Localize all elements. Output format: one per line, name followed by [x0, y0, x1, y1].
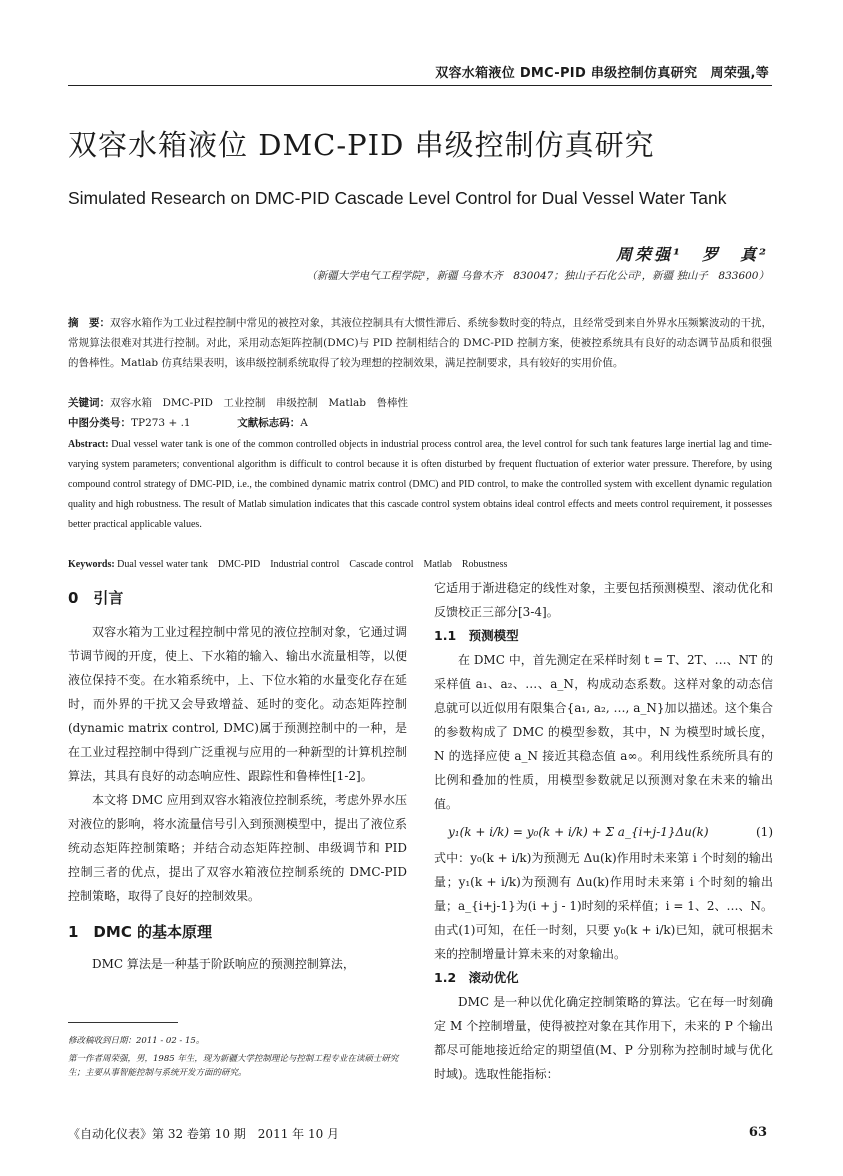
- paragraph: 本文将 DMC 应用到双容水箱液位控制系统，考虑外界水压对液位的影响，将水流量信号引入到预测模型中，提出了液位系统动态矩阵控制策略；并结合动态矩阵控制、串级调节和 PID 控制三者的优点，提出了双容水箱液位控制系统的 DMC-PID 控制策略，取得了良好的控制效果。: [68, 793, 407, 903]
- equation-body: y₁(k + i/k) = y₀(k + i/k) + Σ a_{i+j-1}Δu(k): [448, 825, 709, 839]
- doc-code-label: 文献标志码：: [237, 417, 301, 429]
- equation-number: (1): [756, 825, 773, 839]
- paper-title-en: Simulated Research on DMC-PID Cascade Level Control for Dual Vessel Water Tank: [68, 188, 727, 208]
- abstract-text: 双容水箱作为工业过程控制中常见的被控对象，其液位控制具有大惯性滞后、系统参数时变的特点，且经常受到来自外界水压频繁波动的干扰，常规算法很难对其进行控制。对此，采用动态矩阵控制(DMC)与 PID 控制相结合的 DMC-PID 控制方案，使被控系统具有良好的动态调节品质和很强的鲁棒性。Matlab 仿真结果表明，该串级控制系统取得了较为理想的控制效果，满足控制要求，具有较好的实用价值。: [68, 317, 772, 369]
- abstract-en: [68, 435, 772, 535]
- right-column: [434, 576, 773, 1086]
- clc-label: 中图分类号：: [68, 417, 131, 429]
- affiliation: （新疆大学电气工程学院¹，新疆 乌鲁木齐 830047；独山子石化公司²，新疆 独山子 833600）: [306, 270, 769, 282]
- paragraph: 式中：y₀(k + i/k)为预测无 Δu(k)作用时未来第 i 个时刻的输出量；y₁(k + i/k)为预测有 Δu(k)作用时未来第 i 个时刻的输出量；a_{i+j-1}为(i + j - 1)时刻的采样值；i = 1、2、…、N。由式(1)可知，在任一时刻，只要 y₀(k + i/k)已知，就可根据未来的控制增量计算未来的对象输出。: [434, 851, 773, 961]
- footnote-received: 修改稿收到日期：2011 - 02 - 15。: [68, 1036, 205, 1046]
- equation-1: [434, 816, 773, 846]
- keywords-en-label: Keywords:: [68, 559, 115, 570]
- paragraph: DMC 是一种以优化确定控制策略的算法。它在每一时刻确定 M 个控制增量，使得被控对象在其作用下，未来的 P 个输出都尽可能地接近给定的期望值(M、P 分别称为控制时域与优化时域)。选取性能指标：: [434, 995, 773, 1081]
- paragraph: DMC 算法是一种基于阶跃响应的预测控制算法，: [92, 957, 355, 971]
- footnote-author: 第一作者周荣强，男，1985 年生，现为新疆大学控制理论与控制工程专业在读硕士研究生；主要从事智能控制与系统开发方面的研究。: [68, 1054, 399, 1078]
- classification: [68, 413, 772, 433]
- subsection-heading-optimization: 1.2 滚动优化: [434, 970, 519, 985]
- keywords-text: 双容水箱 DMC-PID 工业控制 串级控制 Matlab 鲁棒性: [110, 397, 408, 409]
- clc-value: TP273 + .1: [131, 417, 191, 429]
- keywords-en-text: Dual vessel water tank DMC-PID Industrial control Cascade control Matlab Robustness: [117, 559, 508, 570]
- doc-code-value: A: [300, 417, 308, 429]
- journal-footer: 《自动化仪表》第 32 卷第 10 期 2011 年 10 月: [68, 1127, 340, 1141]
- header-rule: [68, 85, 772, 86]
- abstract-en-text: Dual vessel water tank is one of the common controlled objects in industrial process control area, the level control for such tank features large inertial lag and time-varying system parameters; conventional algorithm is difficult to control because it is often disturbed by frequent fluctuation of exterior water pressure. Therefore, by using compound control strategy of DMC-PID, i.e., the combined dynamic matrix control (DMC) and PID control, to make the controlled system with excellent dynamic regulation quality and high robustness. The result of Matlab simulation indicates that this cascade control system obtains ideal control effects and meets control requirement, it possesses better practical applicable values.: [68, 439, 772, 530]
- abstract-en-label: Abstract:: [68, 439, 109, 450]
- paper-title-zh: 双容水箱液位 DMC-PID 串级控制仿真研究: [68, 128, 655, 162]
- keywords-label: 关键词：: [68, 397, 110, 409]
- abstract-zh: [68, 313, 772, 373]
- paragraph: 它适用于渐进稳定的线性对象，主要包括预测模型、滚动优化和反馈校正三部分[3-4]。: [434, 581, 773, 619]
- section-heading-intro: 0 引言: [68, 589, 124, 607]
- footnote-rule: [68, 1022, 178, 1023]
- keywords-zh: [68, 393, 772, 413]
- paragraph: 在 DMC 中，首先测定在采样时刻 t = T、2T、…、NT 的采样值 a₁、a₂、…、a_N，构成动态系数。这样对象的动态信息就可以近似用有限集合{a₁, a₂, …, a_N}加以描述。这个集合的参数构成了 DMC 的模型参数，其中，N 为模型时域长度，N 的选择应使 a_N 接近其稳态值 a∞。利用线性系统所具有的比例和叠加的性质，用模型参数就足以预测对象在未来的输出值。: [434, 653, 774, 811]
- left-column: [68, 586, 407, 976]
- authors: 周荣强¹ 罗 真²: [615, 245, 769, 264]
- subsection-heading-model: 1.1 预测模型: [434, 628, 519, 643]
- paragraph: 双容水箱为工业过程控制中常见的液位控制对象，它通过调节调节阀的开度，使上、下水箱的输入、输出水流量相等，以便液位保持不变。在水箱系统中，上、下位水箱的水量变化存在延时，而外界的干扰又会导致增益、延时的变化。动态矩阵控制(dynamic matrix control, DMC)属于预测控制中的一种，是在工业过程控制中得到广泛重视与应用的一种新型的计算机控制算法，其具有良好的动态响应性、跟踪性和鲁棒性[1-2]。: [68, 625, 407, 783]
- running-head: 双容水箱液位 DMC-PID 串级控制仿真研究 周荣强,等: [435, 66, 769, 81]
- section-heading-dmc: 1 DMC 的基本原理: [68, 923, 213, 941]
- page-number: 63: [748, 1125, 767, 1140]
- keywords-en: [68, 555, 772, 575]
- abstract-label: 摘 要：: [68, 317, 111, 329]
